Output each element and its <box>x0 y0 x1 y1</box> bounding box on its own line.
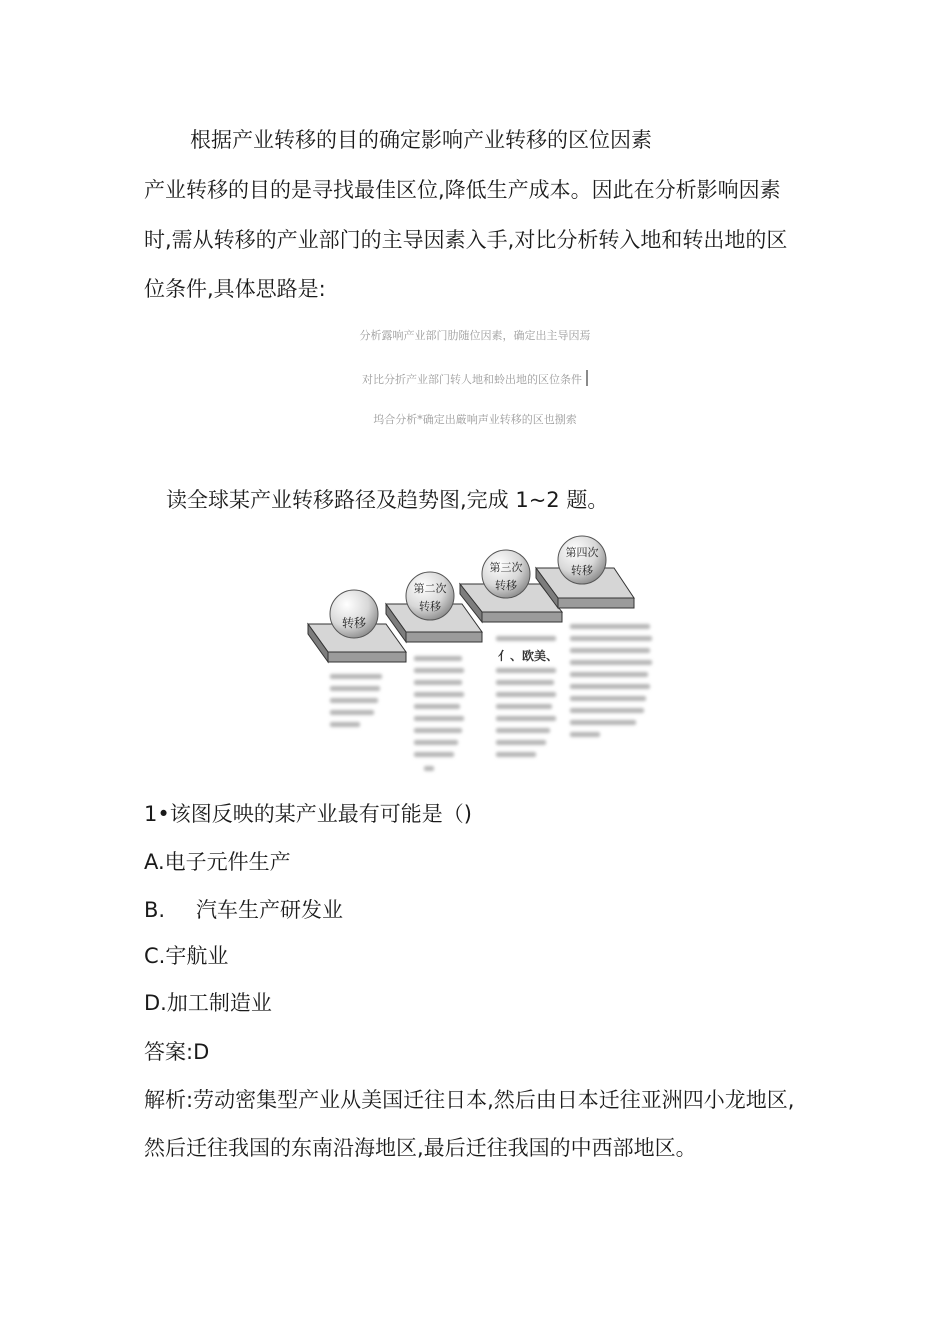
option-b-letter: B. <box>144 898 166 922</box>
ball-label-3-bottom: 转移 <box>495 579 517 592</box>
transfer-step-2 <box>386 572 482 642</box>
analysis-line-2: 然后迁往我国的东南沿海地区,最后迁往我国的中西部地区。 <box>144 1136 697 1160</box>
ball-label-4-bottom: 转移 <box>571 564 593 577</box>
transfer-step-1 <box>308 590 406 662</box>
option-b-text: 汽车生产研发业 <box>196 898 343 922</box>
answer-line: 答案:D <box>144 1040 210 1064</box>
intro-line-1: 产业转移的目的是寻找最佳区位,降低生产成本。因此在分析影响因素 <box>144 178 781 202</box>
option-b <box>144 898 343 923</box>
question-stem: 1•该图反映的某产业最有可能是（) <box>144 802 472 826</box>
ball-label-4-top: 第四次 <box>565 546 599 559</box>
intro-line-3: 位条件,具体思路是: <box>144 277 326 301</box>
ball-label-1-bottom: 转移 <box>341 616 367 630</box>
flow-step-2: 对比分折产业部门转人地和蛉出地的区位条件 <box>0 370 950 387</box>
diagram-prompt: 读全球某产业转移路径及趋势图,完成 1~2 题。 <box>166 488 609 512</box>
flow-bracket-mark <box>586 370 588 386</box>
ball-label-2-top: 第二次 <box>413 582 447 595</box>
ball-label-3-top: 第三次 <box>489 561 523 574</box>
intro-line-2: 时,需从转移的产业部门的主导因素入手,对比分析转入地和转出地的区 <box>144 228 788 252</box>
option-c: C.宇航业 <box>144 944 229 968</box>
analysis-line-1: 解析:劳动密集型产业从美国迁往日本,然后由日本迁往亚洲四小龙地区, <box>144 1088 795 1112</box>
section-heading: 根据产业转移的目的确定影响产业转移的区位因素 <box>190 128 652 152</box>
flow-step-3: 坞合分析*确定出厳响声业转移的区也捌索 <box>373 413 577 426</box>
transfer-step-4 <box>536 536 634 608</box>
visible-caption-text: 亻、欧美、 <box>498 649 559 663</box>
ball-label-2-bottom: 转移 <box>419 600 441 613</box>
flow-step-1: 分析露响产业部门肋随位因素，确定出主导因焉 <box>359 329 591 342</box>
option-d: D.加工制造业 <box>144 991 272 1015</box>
option-a: A.电子元件生产 <box>144 850 291 874</box>
industry-transfer-diagram <box>300 532 660 794</box>
